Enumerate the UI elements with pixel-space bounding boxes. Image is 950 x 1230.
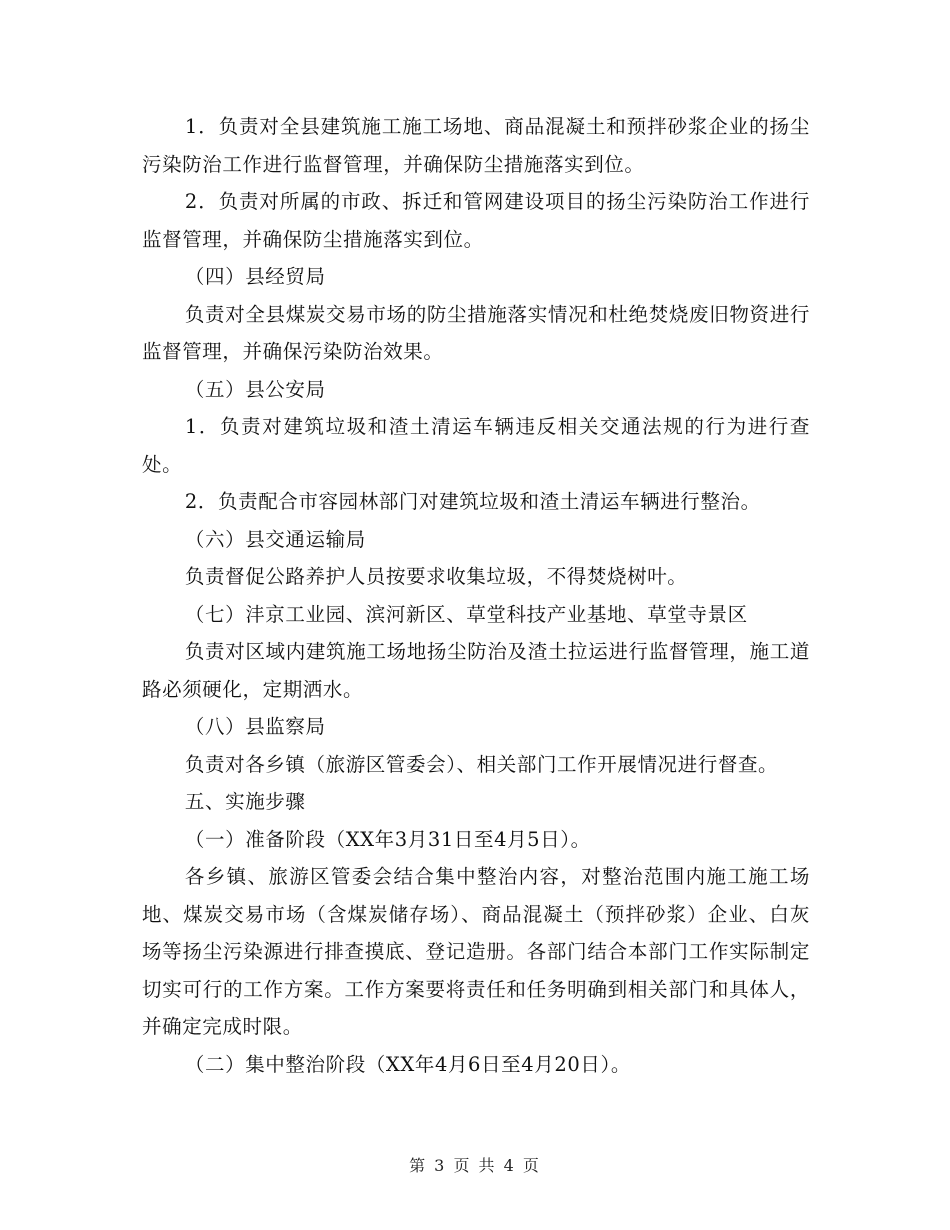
section-heading: （七）沣京工业园、滨河新区、草堂科技产业基地、草堂寺景区 xyxy=(184,602,748,626)
section-heading: （六）县交通运输局 xyxy=(184,527,366,551)
page-footer: 第 3 页 共 4 页 xyxy=(409,1156,541,1175)
paragraph: 1．负责对全县建筑施工施工场地、商品混凝土和预拌砂浆企业的扬尘污染防治工作进行监督管理，并确保防尘措施落实到位。 xyxy=(142,115,810,176)
paragraph: 负责对区域内建筑施工场地扬尘防治及渣土拉运进行监督管理，施工道路必须硬化，定期洒水。 xyxy=(142,640,810,701)
paragraph: 负责对全县煤炭交易市场的防尘措施落实情况和杜绝焚烧废旧物资进行监督管理，并确保污染防治效果。 xyxy=(142,302,810,363)
paragraph: 各乡镇、旅游区管委会结合集中整治内容，对整治范围内施工施工场地、煤炭交易市场（含煤炭储存场）、商品混凝土（预拌砂浆）企业、白灰场等扬尘污染源进行排查摸底、登记造册。各部门结合本部门工作实际制定切实可行的工作方案。工作方案要将责任和任务明确到相关部门和具体人，并确定完成时限。 xyxy=(142,865,810,1038)
paragraph: 2．负责对所属的市政、拆迁和管网建设项目的扬尘污染防治工作进行监督管理，并确保防尘措施落实到位。 xyxy=(142,190,810,251)
section-heading: （五）县公安局 xyxy=(184,377,326,401)
chapter-heading: 五、实施步骤 xyxy=(184,790,306,813)
section-heading: （二）集中整治阶段（XX年4月6日至4月20日）。 xyxy=(184,1052,631,1076)
section-heading: （一）准备阶段（XX年3月31日至4月5日）。 xyxy=(184,827,591,851)
document-body xyxy=(142,108,810,1083)
paragraph: 2．负责配合市容园林部门对建筑垃圾和渣土清运车辆进行整治。 xyxy=(184,490,761,513)
section-heading: （四）县经贸局 xyxy=(184,265,326,288)
paragraph: 负责督促公路养护人员按要求收集垃圾，不得焚烧树叶。 xyxy=(184,565,688,588)
section-heading: （八）县监察局 xyxy=(184,715,326,738)
paragraph: 1．负责对建筑垃圾和渣土清运车辆违反相关交通法规的行为进行查处。 xyxy=(142,415,810,476)
paragraph: 负责对各乡镇（旅游区管委会）、相关部门工作开展情况进行督查。 xyxy=(184,752,779,776)
